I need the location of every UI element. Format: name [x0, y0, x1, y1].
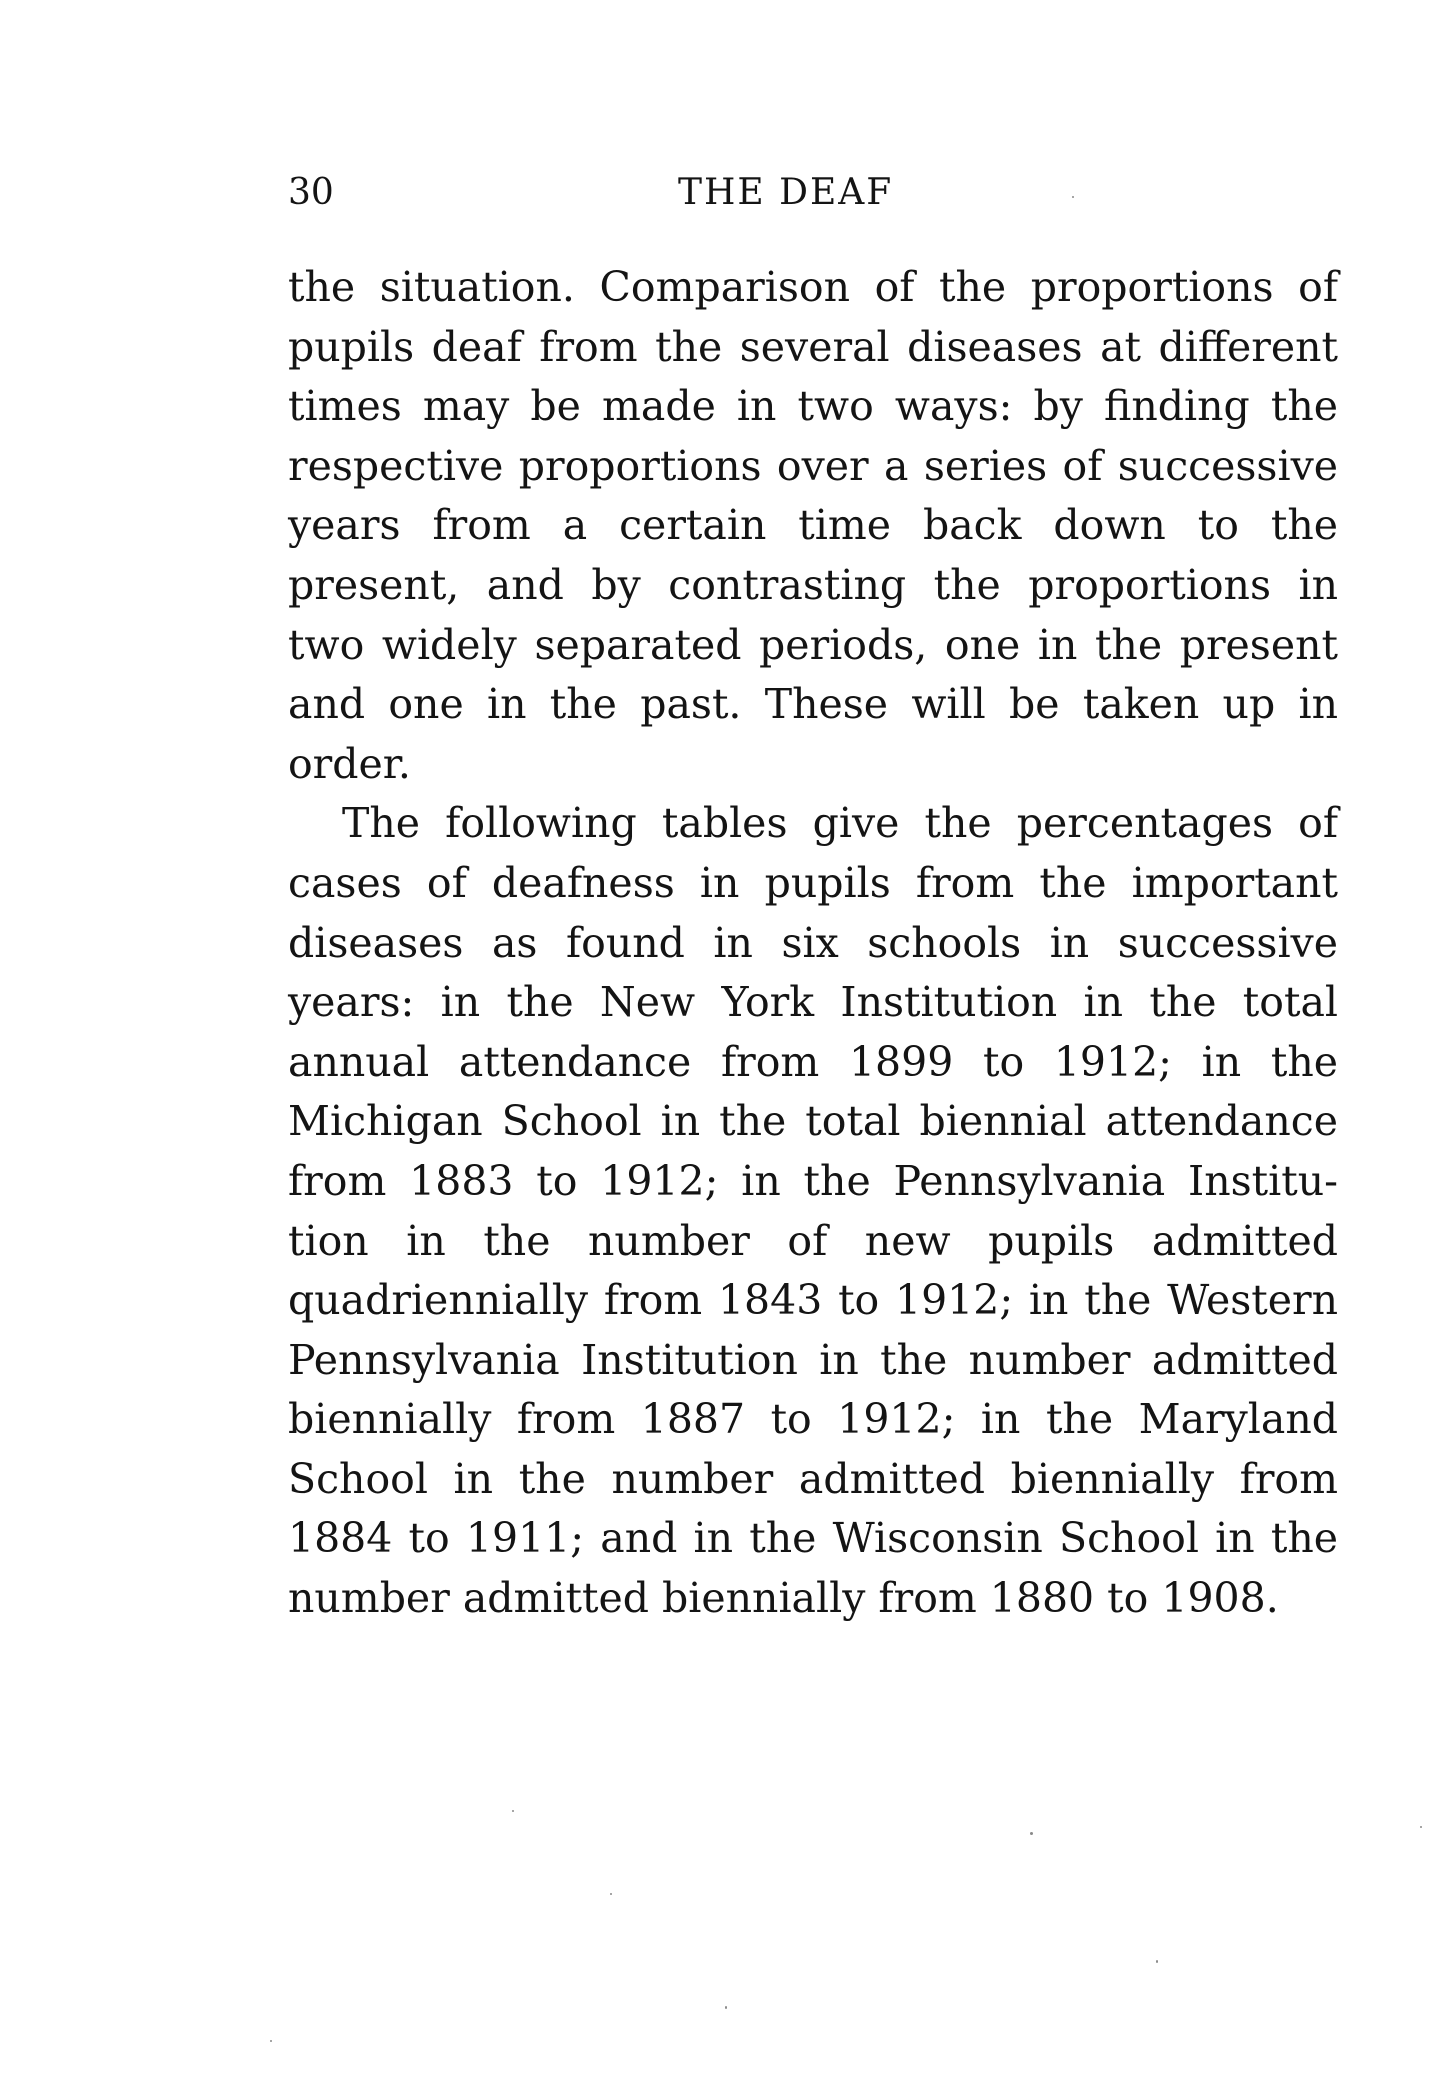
text-line: pupils deaf from the several diseases at different: [288, 322, 1338, 371]
speck: [1156, 1960, 1158, 1963]
speck: [1072, 196, 1074, 198]
text-line: from 1883 to 1912; in the Pennsylvania Institu-: [288, 1156, 1338, 1205]
speck: [270, 2040, 272, 2042]
text-line: annual attendance from 1899 to 1912; in the: [288, 1037, 1338, 1086]
text-line: times may be made in two ways: by finding the: [288, 382, 1338, 431]
text-line: The following tables give the percentages of: [342, 799, 1338, 848]
paragraph-2: [288, 794, 1338, 1628]
text-line: the situation. Comparison of the proportions of: [288, 263, 1338, 311]
text-line: Pennsylvania Institution in the number admitted: [288, 1335, 1338, 1384]
text-line: present, and by contrasting the proportions in: [288, 560, 1338, 609]
paragraph-1: [288, 258, 1338, 794]
text-line: School in the number admitted biennially from: [288, 1454, 1338, 1503]
text-line: years: in the New York Institution in the total: [288, 978, 1338, 1027]
text-line: diseases as found in six schools in successive: [288, 918, 1338, 967]
text-line: 1884 to 1911; and in the Wisconsin School in the: [288, 1514, 1338, 1563]
text-line: number admitted biennially from 1880 to 1908.: [288, 1574, 1279, 1623]
text-line: order.: [288, 739, 411, 788]
speck: [1030, 1832, 1033, 1835]
text-line: biennially from 1887 to 1912; in the Maryland: [288, 1395, 1338, 1444]
text-line: years from a certain time back down to the: [288, 501, 1338, 550]
page-number: 30: [288, 172, 334, 213]
running-head: [288, 168, 1338, 218]
text-line: respective proportions over a series of successive: [288, 441, 1338, 490]
text-line: quadriennially from 1843 to 1912; in the Western: [288, 1276, 1338, 1325]
body-text: [288, 258, 1338, 1629]
speck: [512, 1810, 514, 1812]
text-line: cases of deafness in pupils from the important: [288, 858, 1338, 907]
text-line: tion in the number of new pupils admitted: [288, 1216, 1338, 1265]
text-line: and one in the past. These will be taken up in: [288, 680, 1338, 729]
speck: [1420, 1826, 1422, 1828]
running-title: THE DEAF: [678, 172, 894, 213]
text-line: Michigan School in the total biennial attendance: [288, 1097, 1338, 1146]
speck: [610, 1893, 612, 1895]
text-line: two widely separated periods, one in the present: [288, 620, 1338, 669]
speck: [725, 2006, 727, 2009]
